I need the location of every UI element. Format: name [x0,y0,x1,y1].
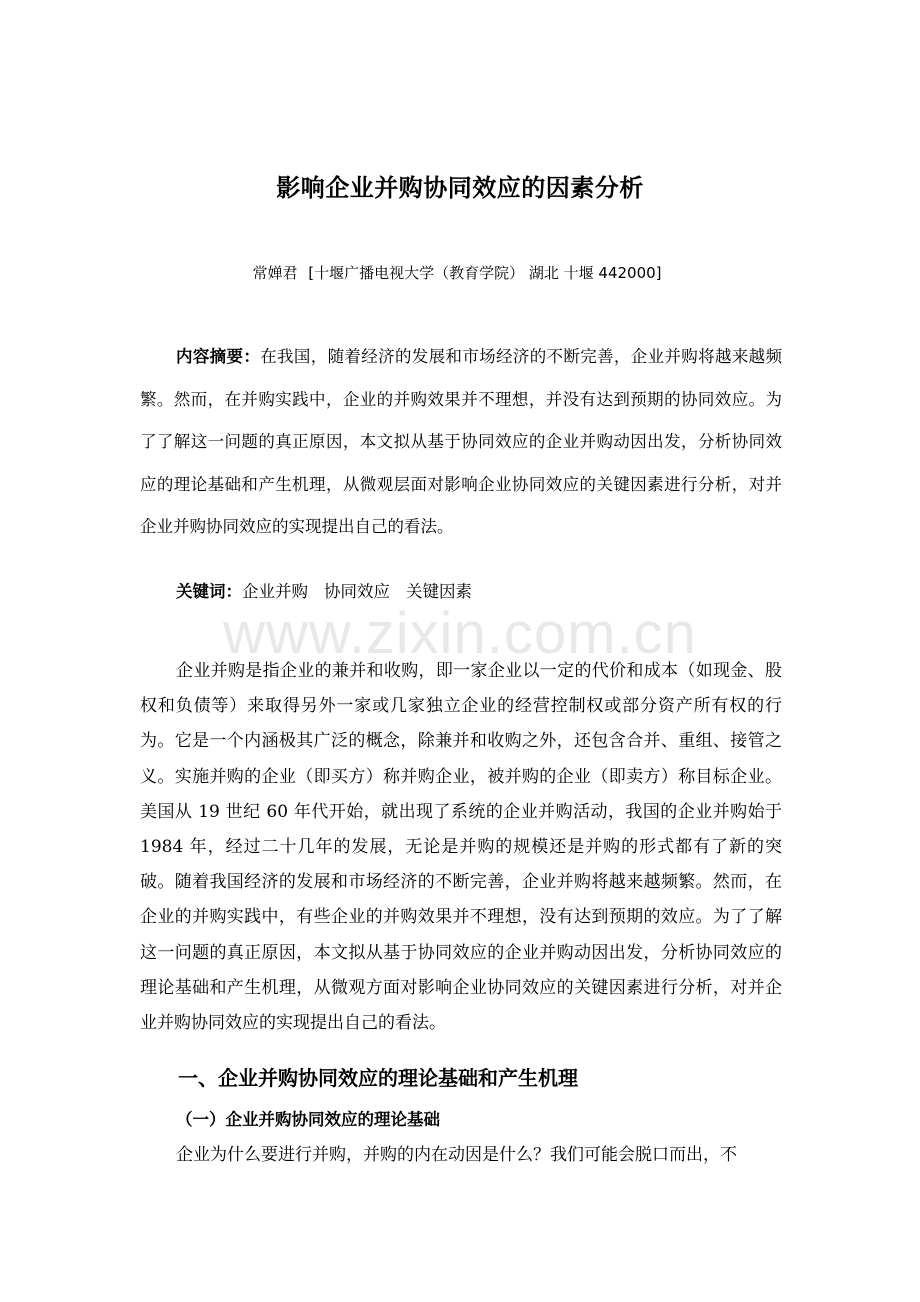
keyword-item: 关键因素 [406,582,472,601]
keyword-item: 协同效应 [324,582,390,601]
body-paragraph: 企业并购是指企业的兼并和收购，即一家企业以一定的代价和成本（如现金、股权和负债等）来取得另外一家或几家独立企业的经营控制权或部分资产所有权的行为。它是一个内涵极其广泛的概念，除兼并和收购之外，还包含合并、重组、接管之义。实施并购的企业（即买方）称并购企业，被并购的企业（即卖方）称目标企业。美国从 19 世纪 60 年代开始，就出现了系统的企业并购活动，我国的企业并购始于 1984 年，经过二十几年的发展，无论是并购的规模还是并购的形式都有了新的突破。随着我国经济的发展和市场经济的不断完善，企业并购将越来越频繁。然而，在企业的并购实践中，有些企业的并购效果并不理想，没有达到预期的效应。为了了解这一问题的真正原因，本文拟从基于协同效应的企业并购动因出发，分析协同效应的理论基础和产生机理，从微观方面对影响企业协同效应的关键因素进行分析，对并企业并购协同效应的实现提出自己的看法。 [140,661,782,1034]
subsection-heading: （一）企业并购协同效应的理论基础 [176,1110,440,1129]
abstract-text: 在我国，随着经济的发展和市场经济的不断完善，企业并购将越来越频繁。然而，在并购实践中，企业的并购效果并不理想，并没有达到预期的协同效应。为了了解这一问题的真正原因，本文拟从基于协同效应的企业并购动因出发，分析协同效应的理论基础和产生机理，从微观层面对影响企业协同效应的关键因素进行分析，对并企业并购协同效应的实现提出自己的看法。 [140,347,783,536]
keyword-item: 企业并购 [242,582,308,601]
author-affiliation: [十堰广播电视大学（教育学院） 湖北 十堰 442000] [308,264,662,282]
author-name: 常婵君 [252,264,298,282]
body-paragraph-continued: 企业为什么要进行并购，并购的内在动因是什么？我们可能会脱口而出，不 [176,1145,737,1165]
author-line [0,262,920,283]
keywords [176,578,488,602]
keywords-label: 关键词： [176,582,242,601]
abstract [140,336,782,549]
abstract-label: 内容摘要： [176,347,261,366]
section-heading: 一、企业并购协同效应的理论基础和产生机理 [178,1066,578,1090]
watermark: www.zixin.com.cn [223,601,697,666]
page-title: 影响企业并购协同效应的因素分析 [276,174,644,202]
